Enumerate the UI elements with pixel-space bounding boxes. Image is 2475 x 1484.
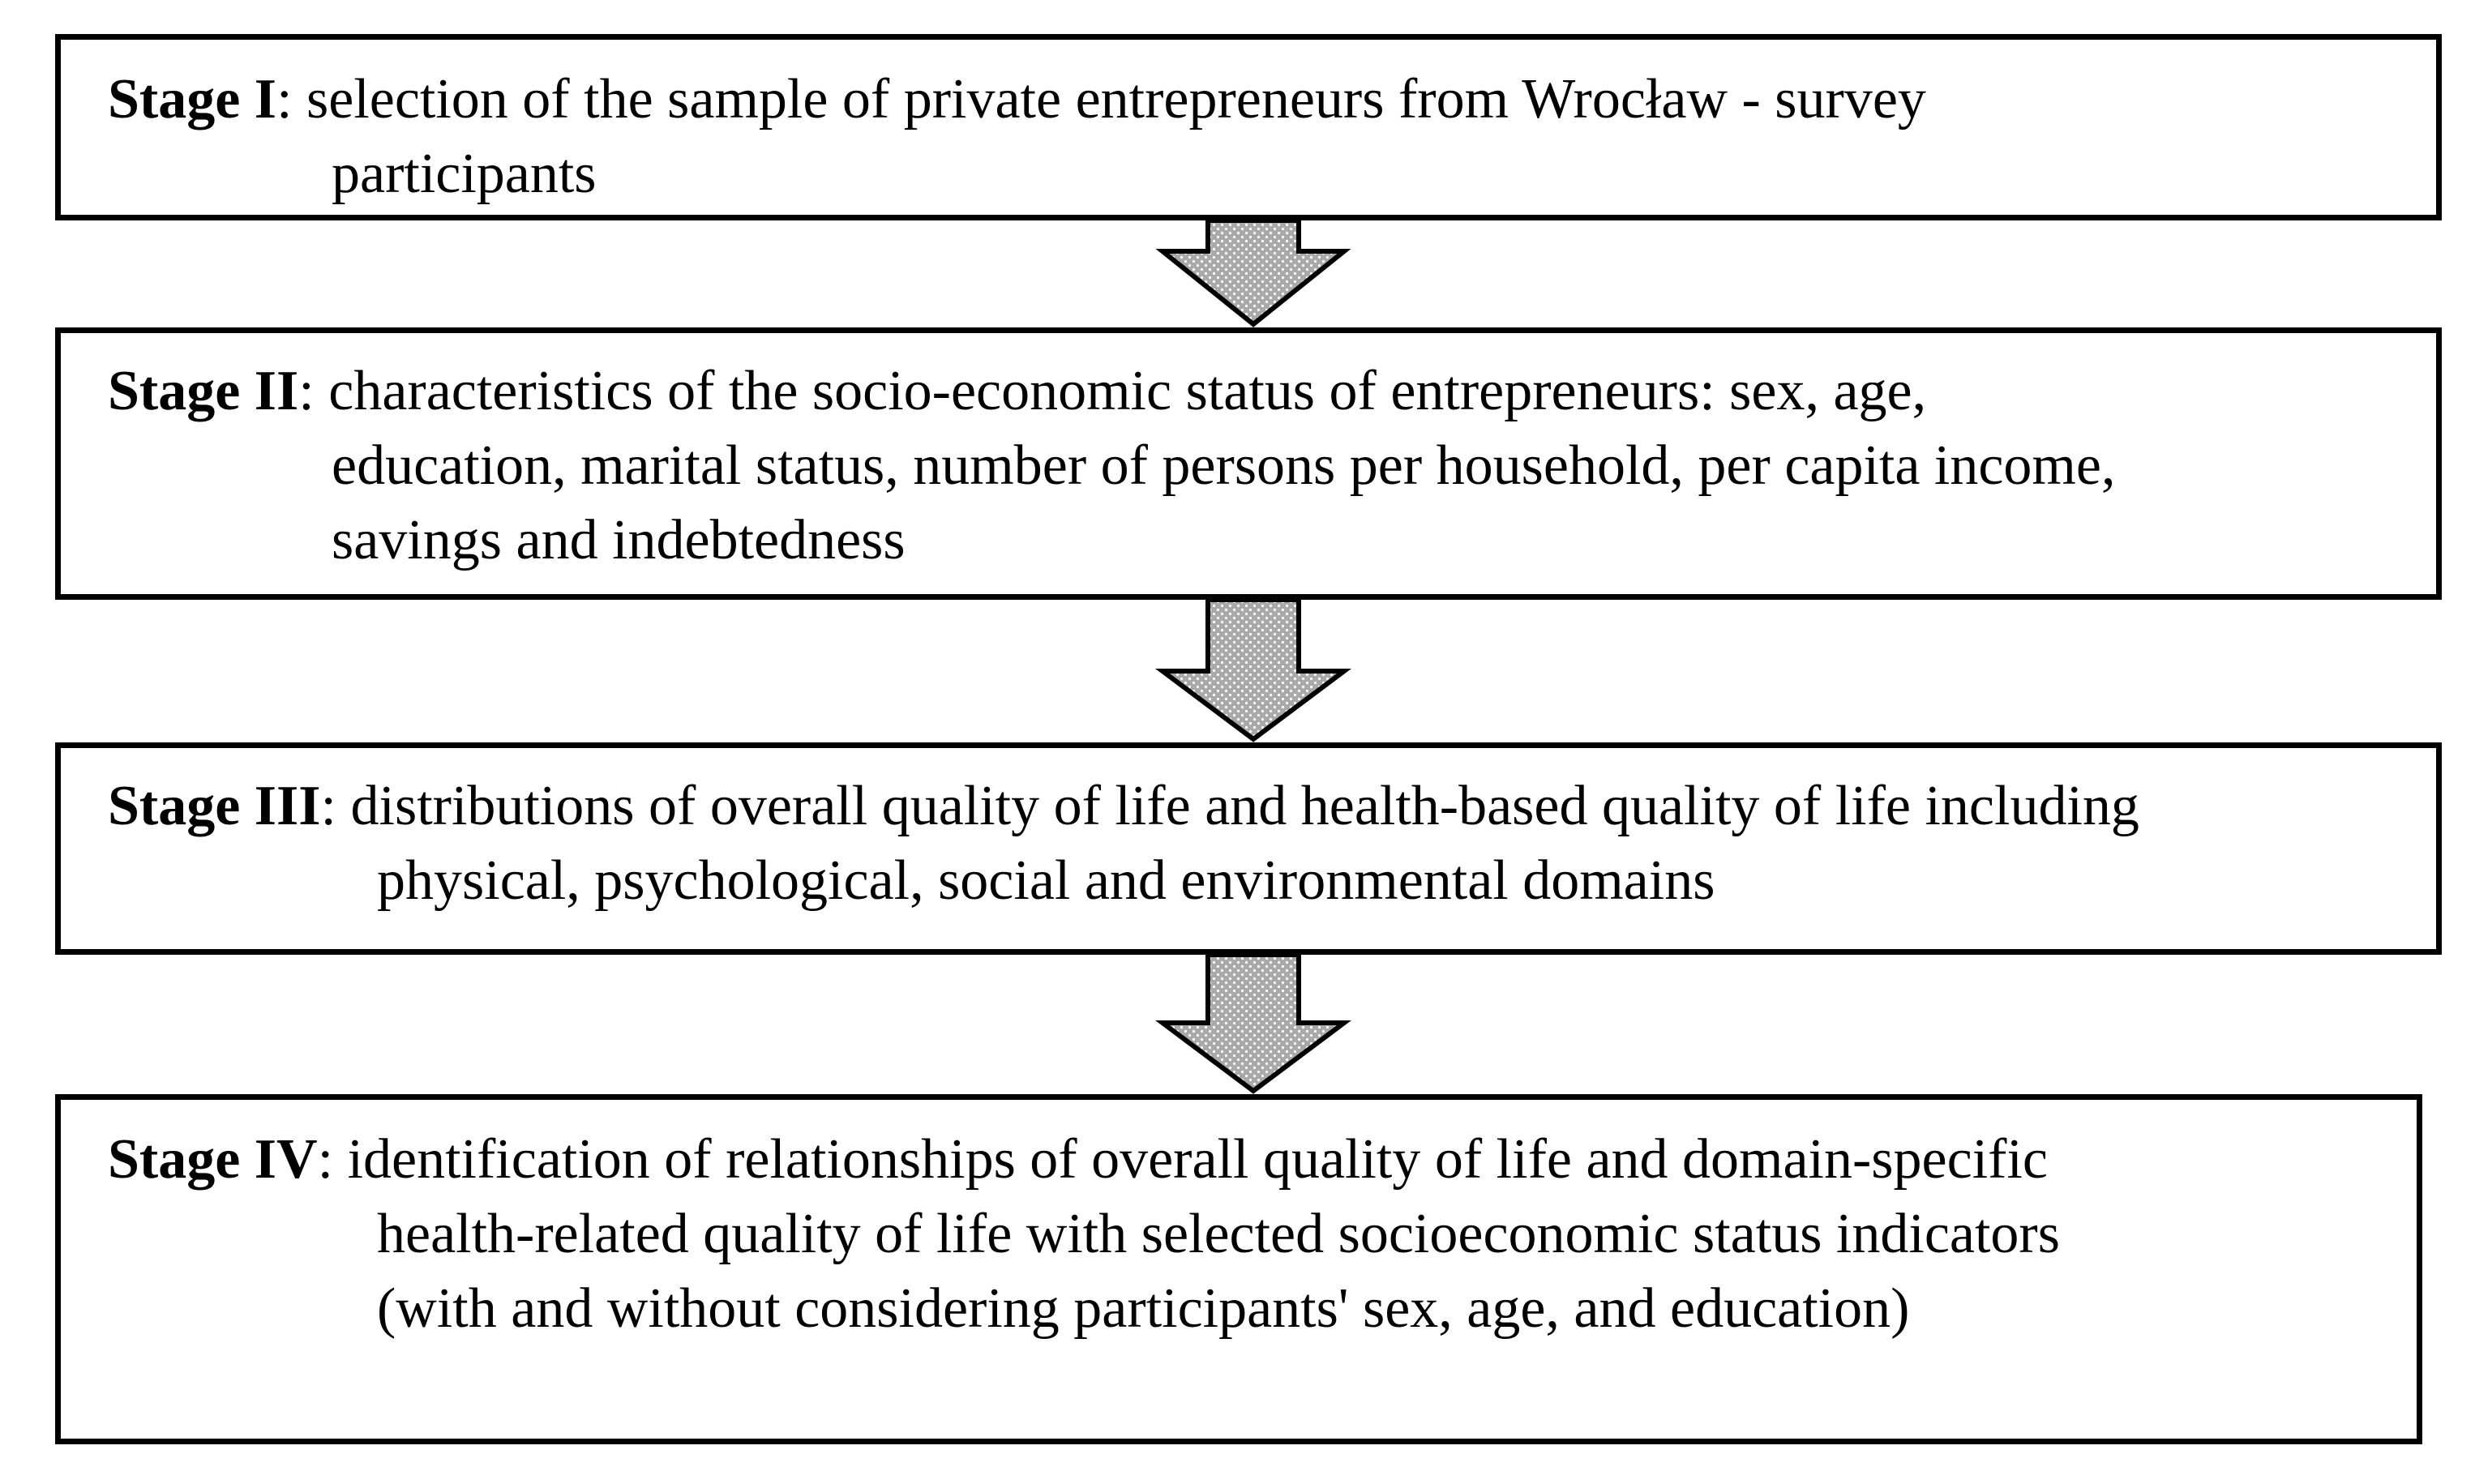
- stage-4-line-3: [377, 1272, 1909, 1346]
- down-arrow-3: [1163, 955, 1344, 1091]
- stage-2-label: Stage II: [108, 360, 299, 422]
- stage-1-text-line-1: selection of the sample of private entrepreneurs from Wrocław - survey: [306, 68, 1926, 130]
- stage-2-line-2: [332, 429, 2115, 503]
- stage-3-line-2: [377, 844, 1715, 918]
- stage-4-text-line-2: health-related quality of life with selected socioeconomic status indicators: [377, 1203, 2060, 1265]
- stage-3-box: [55, 742, 2442, 955]
- stage-3-text-line-2: physical, psychological, social and environmental domains: [377, 849, 1715, 912]
- stage-3-label: Stage III: [108, 775, 321, 837]
- stage-1-line-1: [108, 62, 1926, 137]
- stage-2-box: [55, 327, 2442, 600]
- stage-4-text-line-1: identification of relationships of overall quality of life and domain-specific: [347, 1128, 2048, 1191]
- stage-4-box: [55, 1094, 2422, 1444]
- stage-3-separator: :: [320, 775, 336, 837]
- stage-1-line-2: [332, 137, 597, 212]
- stage-1-box: [55, 34, 2442, 220]
- stage-2-line-1: [108, 354, 1926, 429]
- down-arrow-1: [1163, 220, 1344, 324]
- stage-2-line-3: [332, 503, 906, 578]
- stage-3-text-line-1: distributions of overall quality of life and health-based quality of life including: [350, 775, 2139, 837]
- stage-1-text-line-2: participants: [332, 143, 597, 205]
- stage-3-line-1: [108, 769, 2139, 844]
- stage-4-label: Stage IV: [108, 1128, 318, 1191]
- stage-2-text-line-1: characteristics of the socio-economic status of entrepreneurs: sex, age,: [328, 360, 1927, 422]
- stage-1-label: Stage I: [108, 68, 277, 130]
- stage-4-line-1: [108, 1123, 2048, 1197]
- stage-4-text-line-3: (with and without considering participants' sex, age, and education): [377, 1277, 1910, 1340]
- stage-2-separator: :: [298, 360, 315, 422]
- stage-2-text-line-3: savings and indebtedness: [332, 509, 906, 571]
- stage-2-text-line-2: education, marital status, number of persons per household, per capita income,: [332, 434, 2116, 497]
- stage-4-line-2: [377, 1197, 2060, 1272]
- down-arrow-2: [1163, 600, 1344, 739]
- stage-1-separator: :: [276, 68, 293, 130]
- stage-4-separator: :: [317, 1128, 334, 1191]
